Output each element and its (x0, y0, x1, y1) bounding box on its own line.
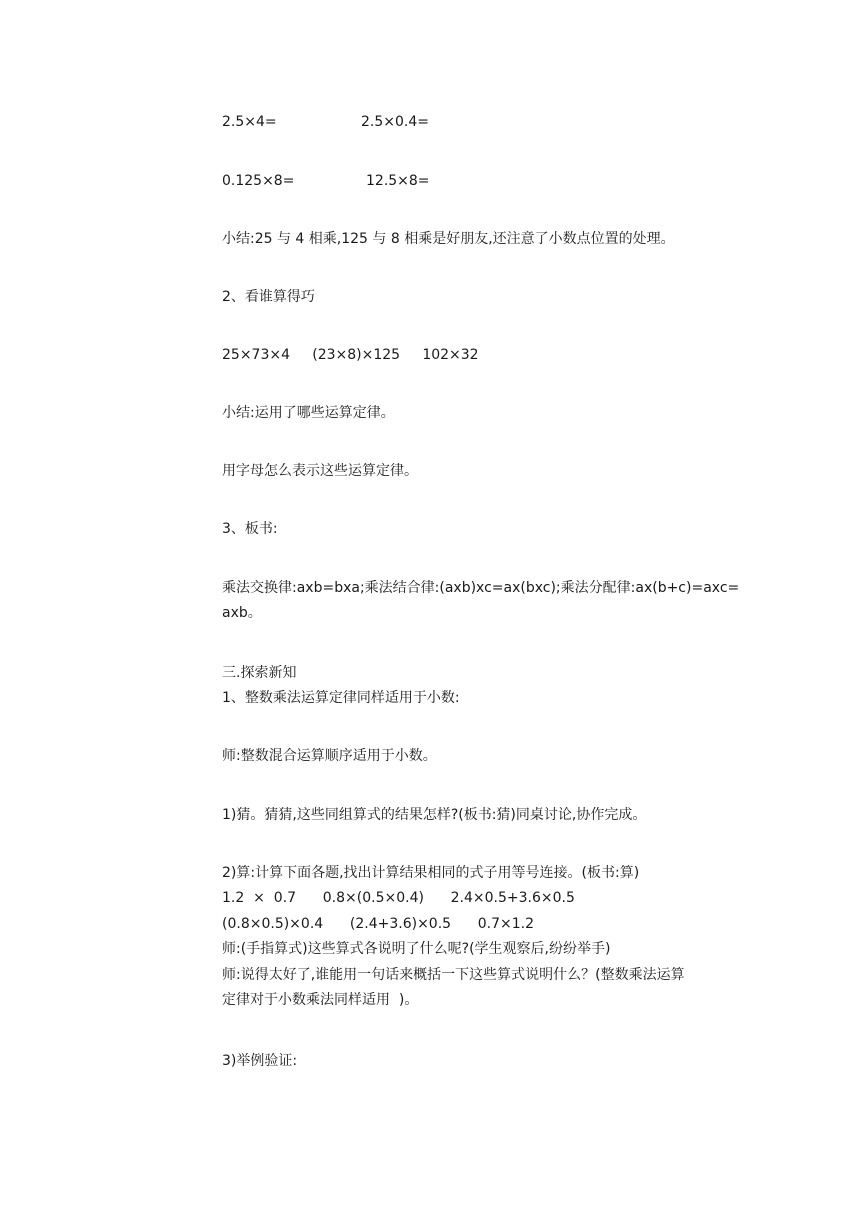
step-verify: 3)举例验证: (222, 1053, 298, 1069)
question-letters: 用字母怎么表示这些运算定律。 (222, 463, 418, 479)
calc-row-1: 1.2 × 0.7 0.8×(0.5×0.4) 2.4×0.5+3.6×0.5 (222, 890, 575, 906)
exercise-0-125x8: 0.125×8= (222, 173, 295, 189)
laws-board-line2: axb。 (222, 605, 262, 621)
summary-friends: 小结:25 与 4 相乘,125 与 8 相乘是好朋友,还注意了小数点位置的处理。 (222, 231, 675, 247)
step-guess: 1)猜。猜猜,这些同组算式的结果怎样?(板书:猜)同桌讨论,协作完成。 (222, 807, 647, 823)
teacher-statement-2: 师:(手指算式)这些算式各说明了什么呢?(学生观察后,纷纷举手) (222, 941, 611, 957)
step-calculate: 2)算:计算下面各题,找出计算结果相同的式子用等号连接。(板书:算) (222, 865, 640, 881)
exercise-2-5x4: 2.5×4= (222, 114, 277, 130)
section-2-problems: 25×73×4 (23×8)×125 102×32 (222, 347, 479, 363)
laws-board-line1: 乘法交换律:axb=bxa;乘法结合律:(axb)xc=ax(bxc);乘法分配律:ax(b+c)=axc= (222, 580, 740, 596)
part-3-item-1: 1、整数乘法运算定律同样适用于小数: (222, 690, 460, 706)
calc-row-2: (0.8×0.5)×0.4 (2.4+3.6)×0.5 0.7×1.2 (222, 916, 535, 932)
part-3-heading: 三.探索新知 (222, 665, 297, 681)
teacher-statement-3-line2: 定律对于小数乘法同样适用 )。 (222, 992, 419, 1008)
teacher-statement-3-line1: 师:说得太好了,谁能用一句话来概括一下这些算式说明什么？(整数乘法运算 (222, 967, 685, 983)
teacher-statement-1: 师:整数混合运算顺序适用于小数。 (222, 748, 437, 764)
exercise-12-5x8: 12.5×8= (366, 173, 430, 189)
section-3-title: 3、板书: (222, 521, 278, 537)
section-2-title: 2、看谁算得巧 (222, 289, 315, 305)
exercise-2-5x0-4: 2.5×0.4= (361, 114, 429, 130)
summary-laws: 小结:运用了哪些运算定律。 (222, 405, 395, 421)
